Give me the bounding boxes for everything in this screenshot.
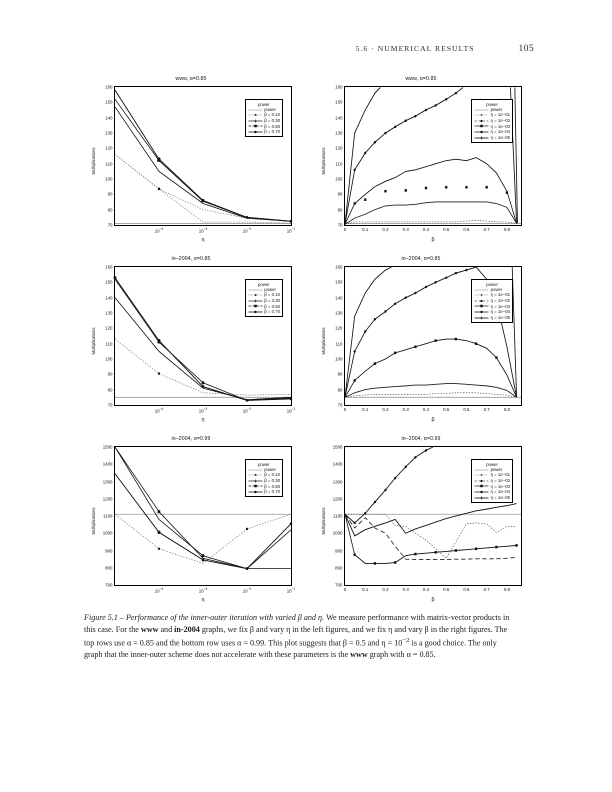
x-tick: 0.1: [362, 587, 369, 592]
x-tick-exponent: −3: [203, 227, 208, 231]
figure-5-1: [84, 76, 528, 605]
legend-sample-line: [474, 293, 489, 297]
series-markers: [158, 510, 293, 570]
x-axis-label: β: [431, 417, 435, 423]
caption-exponent: −2: [402, 637, 410, 645]
y-tick: 70: [337, 402, 343, 408]
x-tick: 0.1: [362, 407, 369, 412]
y-axis-label: Multiplications: [321, 147, 326, 174]
legend-label: η = 1e−04: [490, 489, 510, 495]
x-tick: 0.4: [422, 587, 430, 592]
panel-top-left: [84, 76, 298, 245]
legend-sample-line: [474, 124, 489, 128]
legend-label: η = 1e−01: [490, 112, 510, 118]
legend-sample-line: [474, 468, 489, 472]
caption-graph-www: www: [140, 624, 159, 634]
plot-area: [332, 444, 522, 592]
x-tick-exponent: −1: [291, 587, 296, 591]
y-tick: 80: [107, 207, 113, 213]
x-tick: $10^{-3}$: [198, 587, 208, 594]
y-tick: 100: [335, 176, 343, 182]
panel-title: www, α=0.85: [175, 76, 207, 82]
y-axis-label: Multiplications: [91, 327, 96, 354]
panel-title: in–2004, α=0.99: [171, 436, 211, 442]
legend-label: η = 1e−04: [490, 129, 510, 135]
y-tick: 160: [335, 84, 343, 90]
legend-label: β = 0.10: [264, 112, 280, 118]
figure-row-top: [84, 76, 528, 245]
legend-sample-line: [248, 310, 263, 314]
legend-sample-line: [248, 130, 263, 134]
legend-sample-line: [474, 484, 489, 488]
x-tick-exponent: −1: [291, 227, 296, 231]
legend-sample-line: [474, 479, 489, 483]
legend-label: power: [264, 106, 276, 112]
y-tick: 1300: [332, 479, 343, 484]
y-tick: 1200: [332, 496, 343, 502]
x-tick-exponent: −4: [159, 587, 164, 591]
x-tick: 0.4: [422, 407, 430, 412]
x-tick: $10^{-2}$: [242, 587, 252, 594]
x-tick: $10^{-1}$: [286, 407, 296, 414]
legend-entry: [248, 489, 280, 495]
y-tick: 110: [335, 161, 343, 167]
legend-sample-line: [474, 473, 489, 477]
y-tick: 130: [105, 130, 113, 136]
caption-body-2: and: [158, 624, 175, 634]
legend-label: η = 1e−02: [490, 478, 510, 484]
legend-entry: [474, 495, 510, 501]
x-tick: 0.5: [443, 407, 450, 412]
page-number: 105: [518, 44, 534, 54]
legend-sample-line: [474, 136, 489, 140]
figure-row-bottom: [84, 436, 528, 605]
legend-label: β = 0.50: [264, 123, 280, 129]
caption-body-5: graph with α = 0.85.: [367, 650, 436, 660]
series-markers: [157, 157, 292, 222]
legend-label: η = 1e−03: [490, 483, 510, 489]
caption-body-3: graphs, we fix β and vary η in the left figures, and we fix η and vary β in the right figures. The top rows use α = 0.85 and the bottom row uses α = 0.99. This plot suggests that β = 0.5 and η = 10: [84, 624, 508, 648]
x-tick: $10^{-2}$: [242, 407, 252, 414]
x-tick-exponent: −4: [159, 227, 164, 231]
caption-figure-label: Figure 5.1: [84, 613, 118, 622]
legend: [471, 99, 513, 143]
legend-sample-line: [248, 468, 263, 472]
header-section-title: 5.6 · NUMERICAL RESULTS: [355, 44, 475, 53]
y-tick: 150: [335, 99, 343, 105]
series-eta-1e01: [345, 514, 517, 558]
series-eta-1e05: [345, 447, 433, 523]
y-tick: 120: [105, 325, 113, 331]
y-tick: 1200: [102, 496, 113, 502]
y-tick: 700: [335, 582, 343, 588]
y-tick: 100: [105, 356, 113, 362]
legend: [245, 99, 283, 137]
x-tick: $10^{-2}$: [242, 227, 252, 234]
legend-label: η = 1e−02: [490, 298, 510, 304]
y-tick: 900: [105, 548, 113, 553]
legend-sample-line: [248, 479, 263, 483]
y-axis-label: Multiplications: [91, 147, 96, 174]
figure-panel-grid: [84, 76, 528, 605]
legend-entry: [248, 129, 280, 135]
series-eta-1e01: [345, 393, 517, 398]
panel-title: www, α=0.85: [405, 76, 437, 82]
x-tick-exponent: −2: [247, 407, 252, 411]
legend-sample-line: [248, 484, 263, 488]
y-tick: 130: [335, 310, 343, 316]
y-tick: 110: [335, 341, 343, 347]
series-eta-1e03: [345, 514, 517, 563]
panel-bottom-right: [314, 436, 528, 605]
legend-label: β = 0.10: [264, 292, 280, 298]
legend-sample-line: [474, 316, 489, 320]
legend-sample-line: [248, 490, 263, 494]
legend-entry: [474, 135, 510, 141]
panel-bottom-left: [84, 436, 298, 605]
y-tick: 90: [337, 371, 343, 377]
legend-sample-line: [248, 288, 263, 292]
legend-label: η = 1e−04: [490, 309, 510, 315]
legend-label: β = 0.50: [264, 483, 280, 489]
legend-title: power: [486, 281, 498, 287]
plot-area: [105, 84, 296, 234]
x-tick: $10^{-4}$: [154, 407, 164, 414]
x-tick: 0.3: [402, 587, 409, 592]
legend-sample-line: [474, 299, 489, 303]
y-tick: 1500: [102, 444, 113, 450]
y-tick: 140: [335, 115, 343, 121]
legend-label: power: [490, 106, 503, 112]
y-tick: 90: [107, 191, 113, 197]
x-tick: $10^{-4}$: [154, 227, 164, 234]
legend-label: β = 0.70: [264, 309, 280, 315]
caption-lead-text: Performance of the inner-outer iteration with varied β and η.: [125, 613, 325, 622]
series-eta-1e05: [345, 87, 380, 224]
legend-sample-line: [474, 496, 489, 500]
legend-sample-line: [248, 119, 263, 123]
legend-entry: [248, 309, 280, 315]
panel-title: in–2004, α=0.99: [401, 436, 441, 442]
legend-label: β = 0.10: [264, 472, 280, 478]
y-axis-label: Multiplications: [321, 327, 326, 354]
legend-sample-line: [248, 473, 263, 477]
legend-title: power: [486, 461, 498, 467]
running-header: [0, 44, 612, 54]
y-tick: 140: [335, 295, 343, 301]
panel-top-right: [314, 76, 528, 245]
legend-label: η = 1e−03: [490, 303, 510, 309]
legend-label: power: [264, 286, 276, 292]
x-tick: 0.6: [463, 587, 470, 592]
y-tick: 150: [105, 99, 113, 105]
legend-sample-line: [248, 299, 263, 303]
legend-label: η = 1e−05: [490, 494, 510, 500]
y-tick: 120: [105, 145, 113, 151]
x-tick: 0.8: [503, 227, 510, 232]
series-eta-1e02: [345, 202, 517, 224]
x-tick-exponent: −3: [203, 407, 208, 411]
legend-sample-line: [474, 108, 489, 112]
y-tick: 80: [337, 387, 343, 393]
x-tick: 0: [343, 407, 347, 412]
x-axis-label: η: [201, 237, 205, 243]
x-axis-label: η: [201, 417, 205, 423]
x-axis-label: η: [201, 597, 205, 603]
y-tick: 1500: [332, 444, 343, 450]
x-tick: $10^{-3}$: [198, 407, 208, 414]
x-tick: 0.3: [402, 407, 409, 412]
legend-title: power: [258, 101, 270, 107]
y-tick: 160: [105, 84, 113, 90]
panel-middle-right: [314, 256, 528, 425]
y-axis-label: Multiplications: [91, 507, 96, 534]
y-tick: 130: [335, 130, 343, 136]
caption-body-4: is a good choice. The only graph that the inner-outer scheme does not accelerate with these parameters is the: [84, 638, 497, 660]
y-tick: 80: [107, 387, 113, 393]
caption-body-1: We measure performance with matrix-vector products in this case. For the: [84, 613, 510, 634]
y-tick: 1000: [102, 530, 113, 536]
y-tick: 100: [335, 356, 343, 362]
legend-sample-line: [248, 293, 263, 297]
x-tick: 0.6: [463, 227, 470, 232]
x-tick: 0.7: [483, 587, 490, 592]
legend-sample-line: [474, 490, 489, 494]
y-tick: 90: [337, 191, 343, 197]
y-tick: 120: [335, 145, 343, 151]
y-tick: 900: [335, 548, 343, 553]
x-tick: 0.6: [463, 407, 470, 412]
legend-label: power: [490, 466, 503, 472]
figure-caption: [84, 612, 516, 661]
legend-label: η = 1e−03: [490, 123, 510, 129]
y-tick: 800: [335, 565, 343, 571]
y-tick: 110: [105, 341, 113, 347]
y-tick: 70: [337, 222, 343, 228]
x-tick: 0.8: [503, 587, 510, 592]
y-tick: 90: [107, 371, 113, 377]
legend-entry: [474, 315, 510, 321]
legend: [471, 459, 513, 503]
plot-area: [335, 264, 522, 412]
legend-sample-line: [474, 113, 489, 117]
legend-sample-line: [474, 288, 489, 292]
legend-sample-line: [248, 113, 263, 117]
panel-title: in–2004, α=0.85: [171, 256, 211, 262]
series-beta-010b: [115, 154, 291, 221]
x-tick: 0: [343, 587, 347, 592]
legend-label: β = 0.30: [264, 298, 280, 304]
y-tick: 120: [335, 325, 343, 331]
y-tick: 150: [335, 279, 343, 285]
legend: [245, 279, 283, 317]
legend-sample-line: [474, 119, 489, 123]
x-tick: 0.2: [382, 227, 389, 232]
plot-area: [105, 264, 296, 414]
legend-label: η = 1e−01: [490, 292, 510, 298]
y-tick: 150: [105, 279, 113, 285]
legend-sample-line: [248, 124, 263, 128]
x-tick: 0.5: [443, 227, 450, 232]
x-tick-exponent: −3: [203, 587, 208, 591]
y-tick: 140: [105, 295, 113, 301]
x-tick: 0.2: [382, 407, 389, 412]
y-tick: 110: [105, 161, 113, 167]
y-tick: 1100: [103, 513, 113, 519]
x-tick: 0.5: [443, 587, 450, 592]
legend-label: power: [490, 286, 503, 292]
y-tick: 100: [105, 176, 113, 182]
y-tick: 70: [107, 222, 113, 228]
series-eta-1e05-drop: [515, 87, 518, 223]
y-tick: 160: [335, 264, 343, 270]
y-tick: 130: [105, 310, 113, 316]
caption-graph-www-2: www: [350, 650, 368, 660]
x-tick-exponent: −2: [247, 227, 252, 231]
x-tick: $10^{-1}$: [286, 227, 296, 234]
series-beta-010: [115, 154, 291, 223]
legend: [245, 459, 283, 497]
legend-label: β = 0.30: [264, 118, 280, 124]
panel-middle-left: [84, 256, 298, 425]
x-tick: $10^{-1}$: [286, 587, 296, 594]
y-tick: 1400: [332, 461, 343, 467]
y-tick: 80: [337, 207, 343, 213]
legend-sample-line: [248, 108, 263, 112]
legend-sample-line: [248, 304, 263, 308]
plot-area: [335, 84, 522, 232]
legend-label: β = 0.70: [264, 489, 280, 495]
y-tick: 160: [105, 264, 113, 270]
series-eta-1e05: [345, 267, 392, 397]
legend-label: β = 0.30: [264, 478, 280, 484]
legend-sample-line: [474, 130, 489, 134]
legend-sample-line: [474, 304, 489, 308]
y-tick: 70: [107, 402, 113, 408]
y-tick: 1100: [333, 513, 343, 519]
x-tick-exponent: −1: [291, 407, 296, 411]
y-tick: 1000: [332, 530, 343, 536]
figure-row-middle: [84, 256, 528, 425]
legend-title: power: [258, 461, 270, 467]
caption-dash-glyph: –: [119, 613, 124, 622]
x-tick: 0.3: [402, 227, 409, 232]
legend-label: η = 1e−02: [490, 118, 510, 124]
legend-title: power: [486, 101, 498, 107]
series-eta-1e03: [345, 158, 517, 225]
panel-title: in–2004, α=0.85: [401, 256, 441, 262]
x-axis-label: β: [431, 597, 435, 603]
legend-title: power: [258, 281, 270, 287]
legend: [471, 279, 513, 323]
legend-label: power: [264, 466, 276, 472]
caption-graph-in2004: in-2004: [174, 624, 200, 634]
legend-label: η = 1e−01: [490, 472, 510, 478]
series-eta-1e02: [345, 384, 517, 398]
series-eta-1e04: [345, 504, 517, 536]
y-tick: 700: [105, 582, 113, 588]
x-tick: $10^{-3}$: [198, 227, 208, 234]
x-axis-label: β: [431, 237, 435, 243]
x-tick: 0.4: [422, 227, 430, 232]
x-tick-exponent: −4: [159, 407, 164, 411]
x-tick: $10^{-4}$: [154, 587, 164, 594]
x-tick: 0: [343, 227, 347, 232]
x-tick-exponent: −2: [247, 587, 252, 591]
y-tick: 800: [105, 565, 113, 571]
y-tick: 140: [105, 115, 113, 121]
legend-label: η = 1e−05: [490, 134, 510, 140]
x-tick: 0.1: [362, 227, 369, 232]
x-tick: 0.8: [503, 407, 510, 412]
series-eta-1e04: [345, 87, 463, 224]
legend-label: β = 0.50: [264, 303, 280, 309]
legend-label: β = 0.70: [264, 129, 280, 135]
plot-area: [102, 444, 296, 594]
y-tick: 1300: [102, 479, 113, 484]
y-tick: 1400: [102, 461, 113, 467]
y-axis-label: Multiplications: [321, 507, 326, 534]
x-tick: 0.7: [483, 227, 490, 232]
x-tick: 0.2: [382, 587, 389, 592]
legend-label: η = 1e−05: [490, 314, 510, 320]
x-tick: 0.7: [483, 407, 490, 412]
legend-sample-line: [474, 310, 489, 314]
